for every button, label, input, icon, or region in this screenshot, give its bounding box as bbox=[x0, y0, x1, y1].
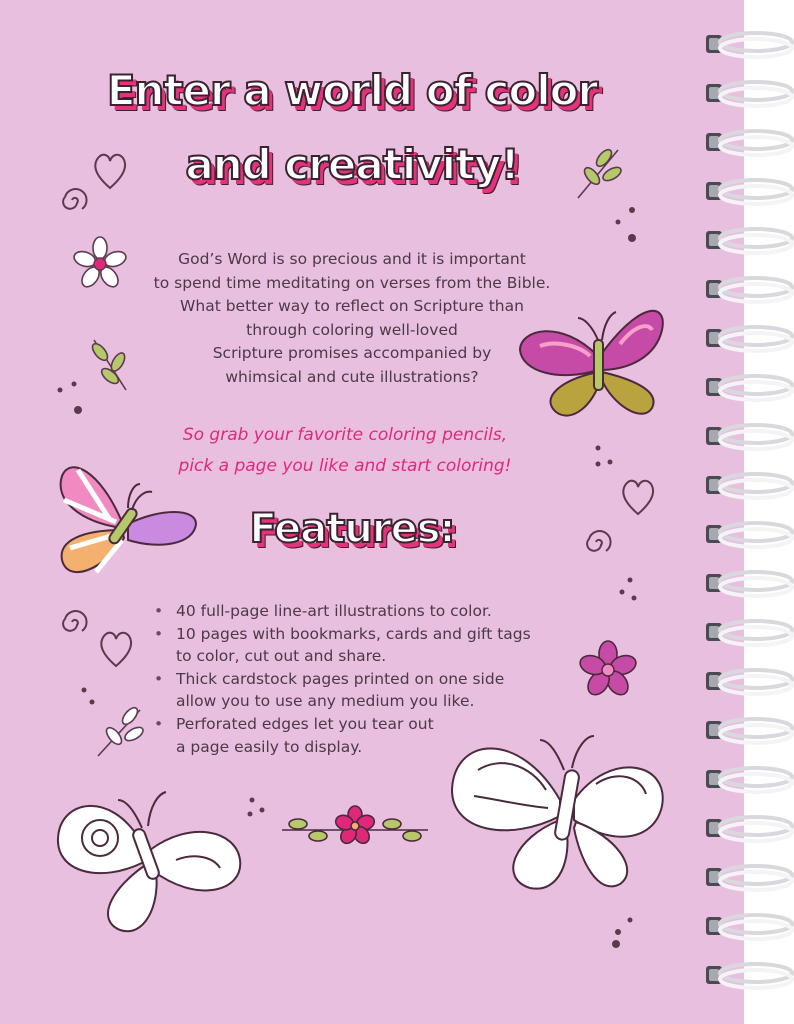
callout-line: pick a page you like and start coloring! bbox=[178, 456, 512, 476]
callout-line: So grab your favorite coloring pencils, bbox=[182, 425, 508, 445]
feature-line: • 10 pages with bookmarks, cards and gift tags bbox=[176, 624, 531, 643]
swirl-icon bbox=[587, 531, 610, 551]
feature-line: • Thick cardstock pages printed on one side bbox=[176, 669, 505, 688]
intro-line: whimsical and cute illustrations? bbox=[225, 367, 479, 386]
butterfly-icon bbox=[520, 311, 663, 416]
feature-line: allow you to use any medium you like. bbox=[176, 692, 475, 711]
leaf-sprig-icon bbox=[98, 705, 145, 756]
flower-sprig-icon bbox=[282, 806, 428, 846]
feature-line: • 40 full-page line-art illustrations to color. bbox=[176, 602, 492, 620]
intro-line: Scripture promises accompanied by bbox=[212, 344, 492, 363]
intro-line: What better way to reflect on Scripture than bbox=[180, 297, 524, 316]
intro-line: through coloring well-loved bbox=[246, 320, 458, 339]
headline-line-1: Enter a world of color bbox=[106, 66, 598, 115]
leaf-sprig-icon bbox=[90, 340, 128, 390]
feature-line: a page easily to display. bbox=[176, 737, 363, 756]
heart-icon bbox=[101, 633, 131, 666]
heart-icon bbox=[95, 155, 125, 188]
spiral-binding-icon bbox=[700, 0, 794, 1024]
swirl-icon bbox=[63, 189, 86, 209]
intro-line: God’s Word is so precious and it is important bbox=[178, 250, 526, 268]
headline-line-2: and creativity! bbox=[185, 140, 519, 189]
leaf-sprig-icon bbox=[578, 147, 623, 198]
daisy-icon bbox=[72, 237, 128, 290]
features-heading: Features: bbox=[249, 506, 455, 552]
feature-line: to color, cut out and share. bbox=[176, 647, 387, 666]
intro-line: to spend time meditating on verses from the Bible. bbox=[153, 273, 551, 292]
feature-line: • Perforated edges let you tear out bbox=[176, 714, 434, 733]
swirl-icon bbox=[63, 611, 86, 631]
heart-icon bbox=[623, 481, 653, 514]
butterfly-icon bbox=[61, 467, 196, 572]
butterfly-icon bbox=[58, 792, 240, 931]
butterfly-icon bbox=[452, 736, 663, 889]
flower-icon bbox=[578, 641, 639, 699]
